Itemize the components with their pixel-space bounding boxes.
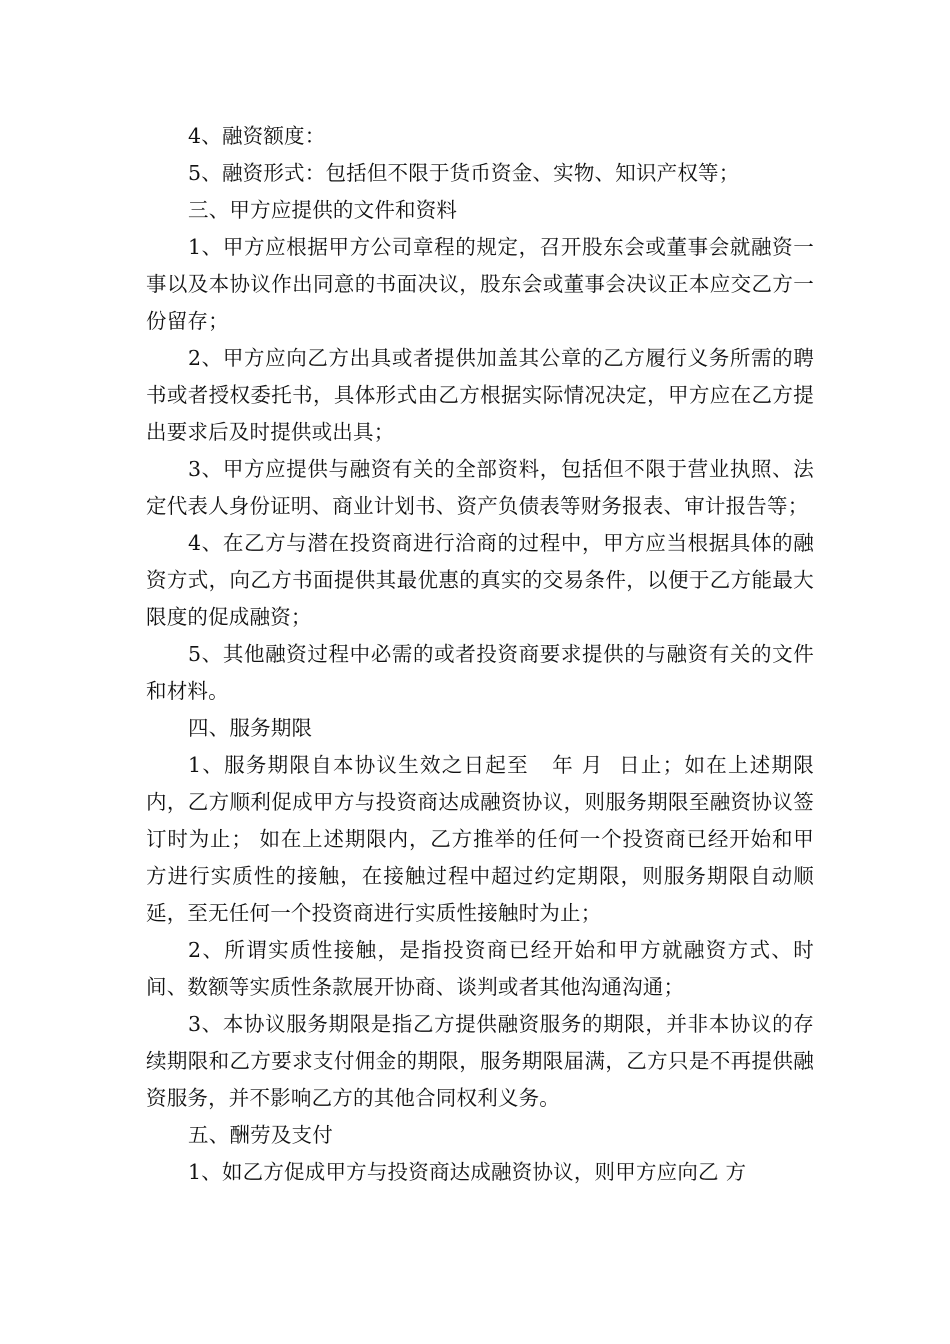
clause-substantive-contact: 2、所谓实质性接触，是指投资商已经开始和甲方就融资方式、时间、数额等实质性条款展开协商、谈判或者其他沟通沟通； bbox=[146, 938, 814, 999]
section-heading-documents: 三、甲方应提供的文件和资料 bbox=[188, 198, 458, 222]
section-heading-remuneration: 五、酬劳及支付 bbox=[188, 1123, 333, 1147]
section-heading-service-term: 四、服务期限 bbox=[188, 716, 313, 740]
clause-financing-form: 5、融资形式：包括但不限于货币资金、实物、知识产权等； bbox=[188, 161, 740, 185]
clause-board-resolution: 1、甲方应根据甲方公司章程的规定，召开股东会或董事会就融资一事以及本协议作出同意的书面决议，股东会或董事会决议正本应交乙方一份留存； bbox=[146, 235, 814, 333]
clause-service-period: 1、服务期限自本协议生效之日起至 年 月 日止；如在上述期限内，乙方顺利促成甲方与投资商达成融资协议，则服务期限至融资协议签订时为止； 如在上述期限内，乙方推举的任何一个投资商已经开始和甲方进行实质性的接触，在接触过程中超过约定期限，则服务期限自动顺延，至无任何一个投资商进行实质性接触时为止； bbox=[146, 753, 814, 925]
clause-authorization-letter: 2、甲方应向乙方出具或者提供加盖其公章的乙方履行义务所需的聘书或者授权委托书，具体形式由乙方根据实际情况决定，甲方应在乙方提出要求后及时提供或出具； bbox=[146, 346, 814, 444]
document-body bbox=[146, 118, 814, 1191]
clause-financial-materials: 3、甲方应提供与融资有关的全部资料，包括但不限于营业执照、法定代表人身份证明、商业计划书、资产负债表等财务报表、审计报告等； bbox=[146, 457, 814, 518]
clause-financing-amount: 4、融资额度： bbox=[188, 124, 326, 148]
clause-transaction-terms: 4、在乙方与潜在投资商进行洽商的过程中，甲方应当根据具体的融资方式，向乙方书面提供其最优惠的真实的交易条件，以便于乙方能最大限度的促成融资； bbox=[146, 531, 814, 629]
clause-service-period-meaning: 3、本协议服务期限是指乙方提供融资服务的期限，并非本协议的存续期限和乙方要求支付佣金的期限，服务期限届满，乙方只是不再提供融资服务，并不影响乙方的其他合同权利义务。 bbox=[146, 1012, 814, 1110]
clause-other-materials: 5、其他融资过程中必需的或者投资商要求提供的与融资有关的文件和材料。 bbox=[146, 642, 814, 703]
clause-remuneration-payment: 1、如乙方促成甲方与投资商达成融资协议，则甲方应向乙 方 bbox=[188, 1160, 747, 1184]
